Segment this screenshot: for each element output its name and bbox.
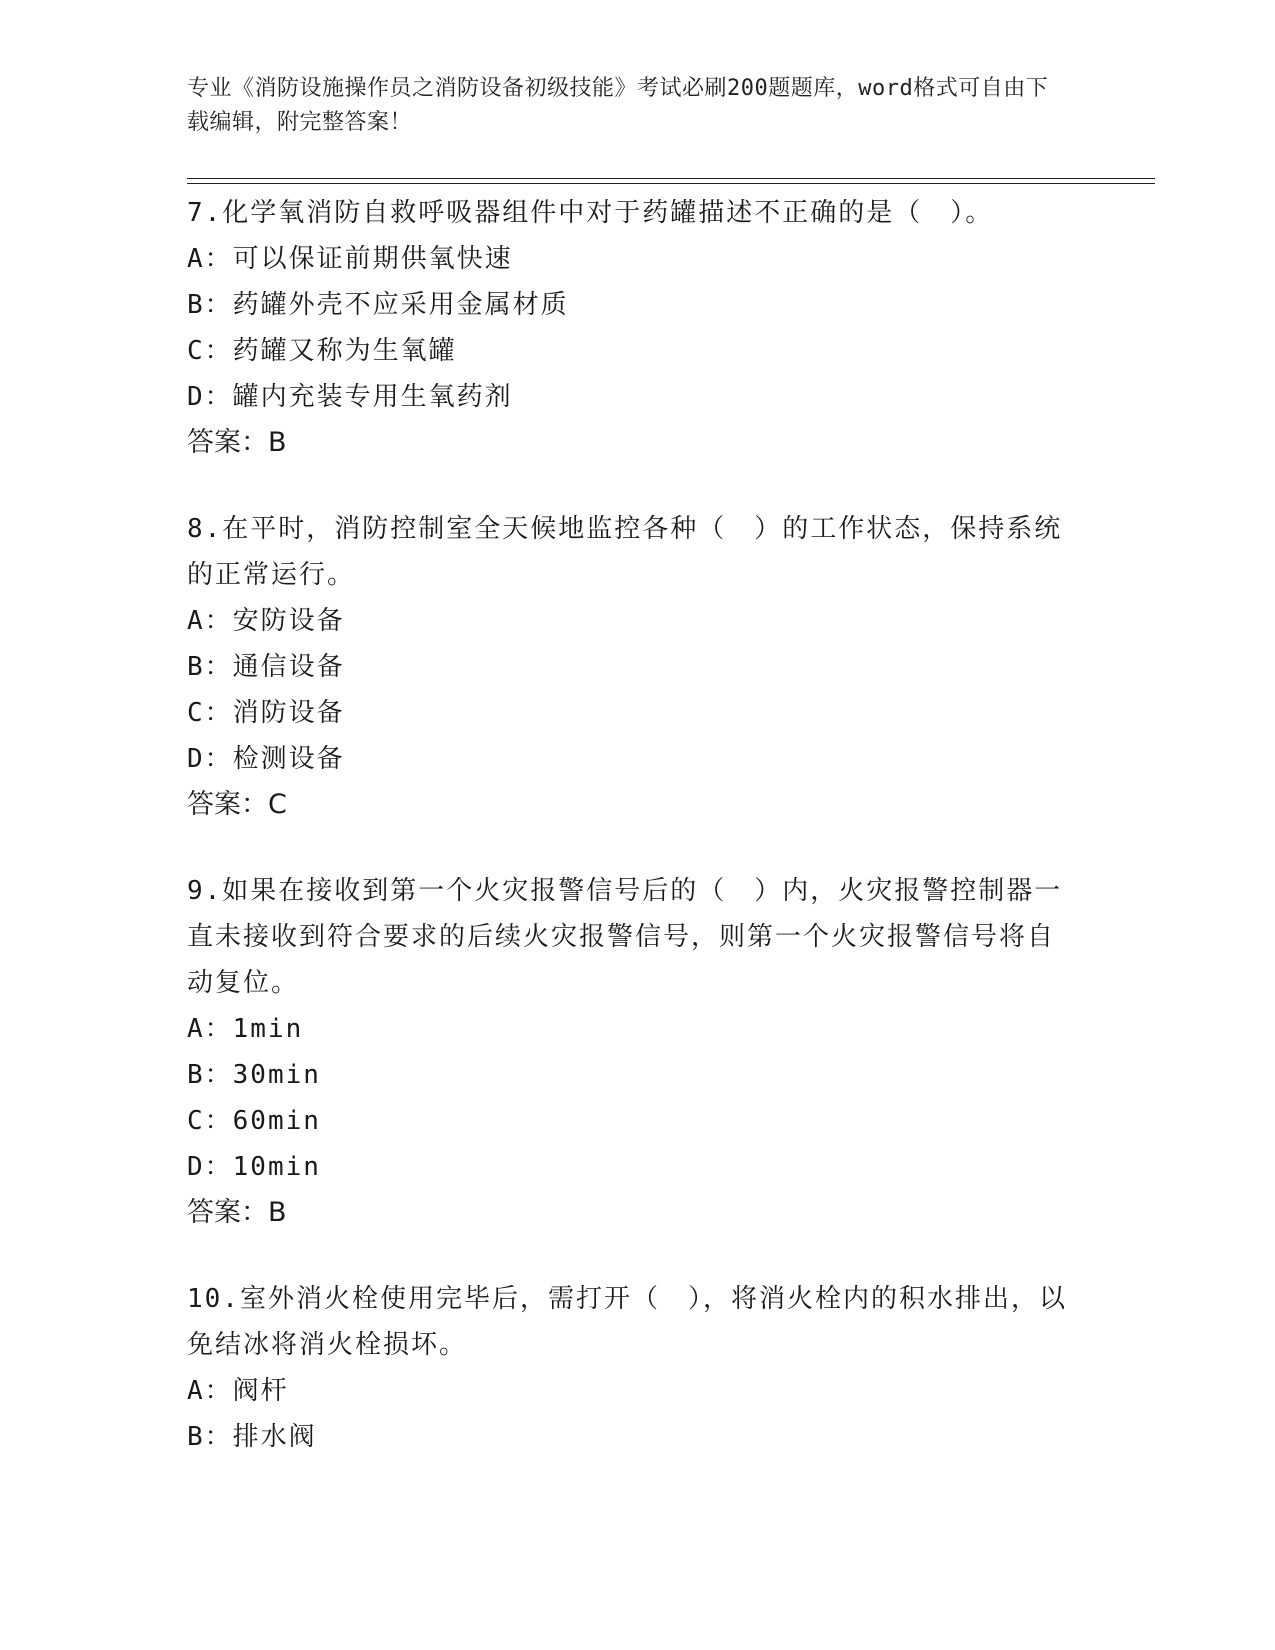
option-a: A：阀杆: [187, 1376, 289, 1406]
header-intro-text: 专业《消防设施操作员之消防设备初级技能》考试必刷200题题库，word格式可自由下载编辑，附完整答案！: [187, 76, 1049, 135]
option-d: D：10min: [187, 1152, 321, 1182]
option-b: B：排水阀: [187, 1422, 317, 1452]
answer-line: 答案：B: [187, 427, 287, 458]
option-b: B：通信设备: [187, 652, 345, 682]
document-header: [187, 72, 1067, 140]
question-8: [187, 506, 1067, 828]
option-a: A：可以保证前期供氧快速: [187, 244, 513, 274]
question-9: [187, 868, 1067, 1236]
header-divider-bottom: [187, 183, 1155, 184]
option-d: D：罐内充装专用生氧药剂: [187, 382, 513, 412]
option-c: C：60min: [187, 1106, 321, 1136]
answer-line: 答案：B: [187, 1197, 287, 1228]
question-text: 7.化学氧消防自救呼吸器组件中对于药罐描述不正确的是（ ）。: [187, 198, 994, 228]
header-divider-top: [187, 178, 1155, 179]
question-text: 9.如果在接收到第一个火灾报警信号后的（ ）内，火灾报警控制器一直未接收到符合要求的后续火灾报警信号，则第一个火灾报警信号将自动复位。: [187, 876, 1063, 998]
question-text: 10.室外消火栓使用完毕后，需打开（ ），将消火栓内的积水排出，以免结冰将消火栓损坏。: [187, 1284, 1067, 1360]
option-d: D：检测设备: [187, 744, 345, 774]
question-10: [187, 1276, 1067, 1460]
question-list: [187, 190, 1067, 1500]
option-c: C：消防设备: [187, 698, 345, 728]
option-b: B：30min: [187, 1060, 321, 1090]
question-text: 8.在平时，消防控制室全天候地监控各种（ ）的工作状态，保持系统的正常运行。: [187, 514, 1063, 590]
option-a: A：1min: [187, 1014, 304, 1044]
option-b: B：药罐外壳不应采用金属材质: [187, 290, 569, 320]
question-7: [187, 190, 1067, 466]
option-a: A：安防设备: [187, 606, 345, 636]
answer-line: 答案：C: [187, 789, 287, 820]
option-c: C：药罐又称为生氧罐: [187, 336, 457, 366]
